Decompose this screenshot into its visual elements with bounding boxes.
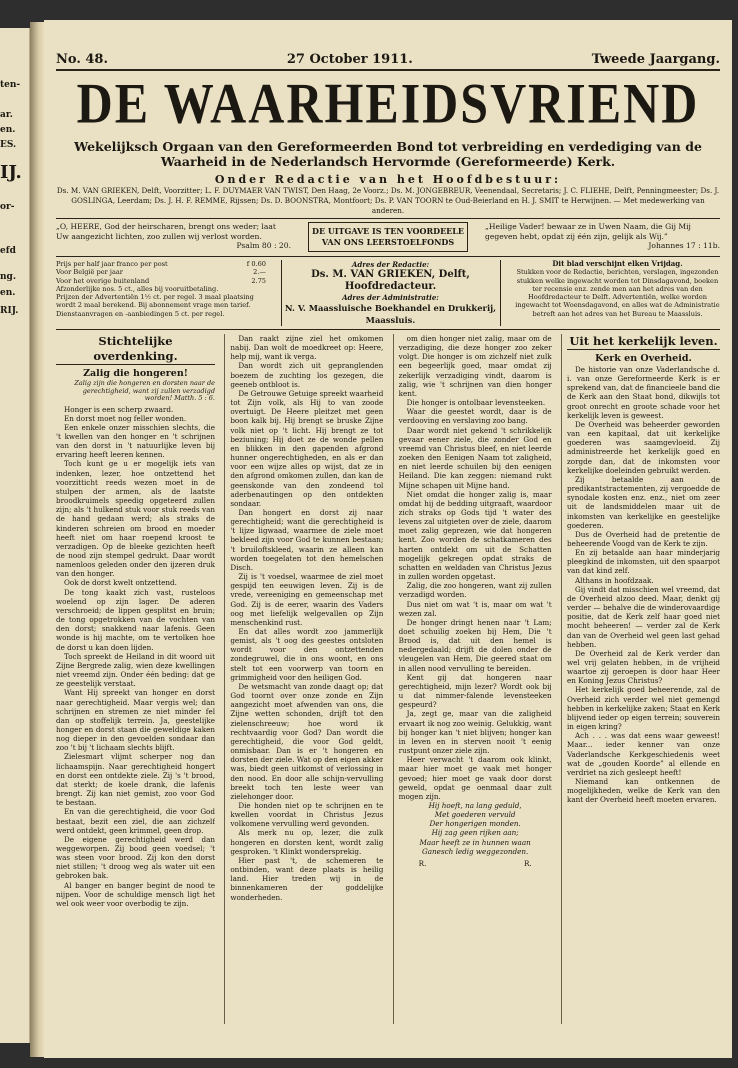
paragraph: Kent gij dat hongeren naar gerechtigheid, mijn lezer? Wordt ook bij u dat nimmer-falende levensteeken gespeurd? <box>398 672 552 710</box>
paragraph: Althans in hoofdzaak. <box>574 575 654 585</box>
admin-label: Adres der Administratie: <box>342 293 439 302</box>
paragraph: Daar wordt niet gekend 't schrikkelijk gevaar eener ziele, die zonder God en vreemd van Christus bleef, en niet leerde zoeken den Eenigen Naam tot zaligheid, en niet leerde schuilen bij den eenigen Heiland. Die kan zeggen: niemand rukt Mijne schapen uit Mijne hand. <box>398 425 552 490</box>
admin-name: N. V. Maassluische Boekhandel en Drukkerij, Maassluis. <box>284 303 497 325</box>
paragraph: En dat alles wordt zoo jammerlijk gemist, als 't oog des geestes ontsloten wordt voor den ontzettenden zondegruwel, die in ons woont, en ons stelt tot een voorwerp van toorn en grimmigheid voor den heiligen God. <box>230 627 384 682</box>
prev-page-fragment: RIJ. <box>0 306 19 316</box>
prev-page-fragment: ng. <box>0 272 16 282</box>
article-title: Zalig die hongeren! <box>83 368 188 379</box>
price-row <box>56 277 266 285</box>
paragraph: Niet omdat die honger zalig is, maar omdat hij de bedding uitgraaft, waardoor zich straks op Gods tijd 't water des levens zal uitgieten over de ziele, daarom moet zalig geprezen, wie dat hongeren kent. Zoo worden de schatkameren des harten ontdekt om uit de Schatten mogelijk gekregen opdat straks de schatten en weldaden van Christus Jezus in zullen worden opgetast. <box>398 489 552 582</box>
poem-line: Met goederen vervuld <box>434 810 516 820</box>
quote-right-text: „Heilige Vader! bewaar ze in Uwen Naam, die Gij Mij gegeven hebt, opdat zij één zijn, gelijk als Wij.” <box>485 222 691 241</box>
notice-heading: Dit blad verschijnt elken Vrijdag. <box>552 259 683 268</box>
article-motto: Zalig zijn die hongeren en dorsten naar de gerechtigheid, want zij zullen verzadigd worden! Matth. 5 : 6. <box>74 379 215 402</box>
paragraph: En van die gerechtigheid, die voor God bestaat, bezit een ziel, die aan zichzelf werd ontdekt, geen krimmel, geen drop. <box>56 807 215 835</box>
paragraph: Een enkele onzer misschien slechts, die 't kwellen van den honger en 't schrijnen van den dorst in 't natuurlijke leven bij ervaring heeft leeren kennen. <box>56 422 215 460</box>
paragraph: De Overheid zal de Kerk verder dan wel vrij gelaten hebben, in de vrijheid waartoe zij geroepen is door haar Heer en Koning Jezus Christus? <box>566 648 720 686</box>
article-title: Kerk en Overheid. <box>595 353 692 364</box>
paragraph: Dan hongert en dorst zij naar gerechtigheid; want die gerechtigheid is 't lijze ligwaad, waarmee de ziele moet bekleed zijn voor God te kunnen bestaan; 't bruiloftskleed, waarin ze alleen kan worden toegelaten tot den hemelschen Disch. <box>230 507 384 572</box>
redactie-heading: Onder Redactie van het Hoofdbestuur: <box>214 173 562 186</box>
redactie-name: Ds. M. VAN GRIEKEN, Delft, Hoofdredacteur. <box>311 269 470 292</box>
issue-date: 27 October 1911. <box>286 52 413 67</box>
prev-page-fragment: ES. <box>0 140 17 150</box>
paragraph: Waar die geestet wordt, daar is de verdooving en verslaving zoo bang. <box>398 407 552 426</box>
quote-right-cite: Johannes 17 : 11b. <box>648 241 720 250</box>
poem-line: Maar heeft ze in hunnen waan <box>419 837 531 847</box>
paragraph: Dus de Overheid had de pretentie de beheerende Voogd van de Kerk te zijn. <box>566 529 720 548</box>
prev-page-fragment: en. <box>0 125 16 135</box>
issue-year: Tweede Jaargang. <box>591 52 720 67</box>
divider <box>56 218 720 219</box>
paragraph: Als merk nu op, lezer, die zulk hongeren en dorsten kent, wordt zalig gesproken. 't Klinkt wondersprekig. <box>230 828 384 856</box>
paragraph: De Overheid was beheerder geworden van een kapitaal, dat uit kerkelijke goederen was saamgevloeid. Zij administreerde het kerkelijk goed en zorgde dan, dat de inkomsten voor kerkelijke doeleinden gebruikt werden. <box>566 419 720 475</box>
price-value: 2.75 <box>251 276 266 285</box>
price-value: f 0.60 <box>246 260 266 268</box>
prev-page-fragment: ten- <box>0 80 21 90</box>
paragraph: Dus niet om wat 't is, maar om wat 't wezen zal. <box>398 599 552 618</box>
section-title: Stichtelijke overdenking. <box>56 334 215 365</box>
price-list <box>56 260 266 326</box>
paragraph: Heer verwacht 't daarom ook klinkt, maar hier moet ge vaak met honger gevoed; hier moet ge vaak door dorst geweld, opdat ge oenmaal daar zult mogen zijn. <box>398 755 552 801</box>
paragraph: Die honden niet op te schrijnen en te kwellen voordat in Christus Jezus volkomene vervulling werd gevonden. <box>230 800 384 829</box>
column-1 <box>56 334 215 1024</box>
quotes-row <box>56 222 720 252</box>
prev-page-fragment: or- <box>0 202 15 212</box>
prev-page-fragment: en. <box>0 288 16 298</box>
price-note: Prijzen der Advertentiën 1½ ct. per regel. 3 maal plaatsing wordt 2 maal berekend. Bij abonnement vrage men tarief. Dienstaanvragen en -aanbiedingen 5 ct. per regel. <box>56 293 254 318</box>
poem-line: Hij zag geen rijken aan; <box>431 828 519 838</box>
column-2 <box>224 334 383 1024</box>
paragraph: Toch kunt ge u er mogelijk iets van indenken, lezer, hoe ontzettend het voorzitticht reeds wezen moet in de stulpen der armen, als de laatste broodkruimels speedig opgeteerd zullen zijn; als 't hulkend stuk voor stuk reeds van de hand gedaan werd; als straks de kinderen schreien om brood en moeder heeft niet om haar roepend kroost te verzadigen. Op de bleeke gezichten heeft de nood zijn stempel gedrukt. Daar wordt namenloos geleden onder den ijzeren druk van den honger. <box>56 459 215 579</box>
section-title: Uit het kerkelijk leven. <box>567 334 720 350</box>
paragraph: Die honger is ontolbaar levensteeken. <box>406 398 546 408</box>
paragraph: Hier past 't, de schemeren te ontbinden, want deze plaats is heilig land. Hier treden wij in de binnenkameren der goddelijke wonderheden. <box>230 855 384 902</box>
paragraph: Honger is een scherp zwaard. <box>64 404 174 414</box>
article-columns <box>56 334 720 1024</box>
price-note: Afzonderlijke nos. 5 ct., alles bij vooruitbetaling. <box>56 284 219 293</box>
paragraph: Ook de dorst kwelt ontzettend. <box>64 578 177 588</box>
signature-initial: R. <box>418 858 427 868</box>
column-3 <box>393 334 552 1024</box>
page-fold <box>30 22 44 1057</box>
paragraph: Gij vindt dat misschien wel vreemd, dat de Overheid alzoo deed. Maar, denkt gij verder — behalve die de winderovaardige positie, dat de Kerk zelf haar goed niet mocht beheeren! — verder zal de Kerk dan van de Overheid wel geen last gehad hebben. <box>566 584 720 649</box>
quote-right <box>485 222 720 252</box>
prev-page-fragment: ar. <box>0 110 13 120</box>
price-label: Prijs per half jaar franco per post <box>56 260 168 268</box>
paragraph: Al banger en banger begint de nood te nijpen. Voor de schuldige mensch ligt het wel ook weer voor overbodig te zijn. <box>56 880 215 908</box>
paragraph: Zij betaalde aan de predikantstractementen, zij vergoedde de synodale kosten enz. enz., niet om zeer uit de landsmiddelen maar uit de inkomsten van kerkelijke en geestelijke goederen. <box>566 474 720 530</box>
paragraph: Toch spreekt de Heiland in dit woord uit Zijne Bergrede zalig, wien deze kwellingen niet vreemd zijn. Onder één beding: dat ge ze geestelijk verstaat. <box>56 651 215 689</box>
poem-line: Der hongerigen monden. <box>429 819 521 829</box>
signature-initial: R. <box>523 858 532 868</box>
paragraph: En dorst moet nog feller wonden. <box>64 413 187 423</box>
notice-text: Stukken voor de Redactie, berichten, verslagen, ingezonden stukken welke ingewacht worden tot Dinsdagavond, boeken ter recensie enz. zende men aan het adres van den Hoofdredacteur te Delft. Advertentiën, welke worden ingewacht tot Woensdagavond, en alles wat de Administratie betreft aan het adres van het Bureau te Maassluis. <box>515 268 720 318</box>
notice-box <box>515 260 720 326</box>
article-body <box>399 334 552 801</box>
paragraph: Zalig, die zoo hongeren, want zij zullen verzadigd worden. <box>398 581 552 600</box>
paragraph: De honger dringt henen naar 't Lam; doet schuilig zoeken bij Hem, Die 't Brood is, dat uit den hemel is nedergedaald; drijft de dolen onder de vleugelen van Hem, Die geered staat om in allen nood vervulling te bereiden. <box>398 617 552 673</box>
article-body <box>567 365 720 805</box>
column-4 <box>561 334 720 1024</box>
signature <box>399 859 552 868</box>
article-body <box>230 334 383 902</box>
paragraph: Ach . . . was dat eens waar geweest! Maar... ieder kenner van onze Vaderlandsche Kerkgeschiedenis weet wat de „gouden Koorde” al ellende en verdriet na zich gesleept heeft! <box>566 731 720 777</box>
editors-list: Ds. M. VAN GRIEKEN, Delft, Voorzitter; L. F. DUYMAER VAN TWIST, Den Haag, 2e Voorz.; Ds. M. JONGEBREUR, Veenendaal, Secretaris; J. C. FLIEHE, Delft, Penningmeester; Ds. J. GOSLINGA, Leerdam; Ds. J. H. F. REMME, Rijssen; Ds. D. BOONSTRA, Montfoort; Ds. P. VAN TOORN te Oud-Beierland en H. J. SMIT te Herwijnen. — Met medewerking van anderen. <box>56 186 720 215</box>
paragraph: De tong kaakt zich vast, rusteloos woelend op zijn lager. De aderen verschroeid; de lippen gesplitst en bruin; de tong opgetrokken van de vochten van den dorst; snakkend naar lafenis. Geen wonde is hij machte, om te vertolken hoe de dorst u kan doen lijden. <box>56 587 215 652</box>
uitgave-box: DE UITGAVE IS TEN VOORDEELE VAN ONS LEERSTOELFONDS <box>308 222 468 252</box>
previous-page-edge <box>0 28 30 1043</box>
quote-left-text: „O, HEERE, God der heirscharen, brengt ons weder; laat Uw aangezicht lichten, zoo zullen wij verlost worden. <box>56 222 276 241</box>
price-row <box>56 268 266 276</box>
prev-page-fragment: efd <box>0 246 16 256</box>
paragraph: Dan wordt zich uit gepranglenden boezem de zuchting los gezegen, die geeneb ontbloot is. <box>230 361 384 389</box>
price-row <box>56 260 266 268</box>
newspaper-page <box>44 20 732 1058</box>
price-value: 2.— <box>253 268 266 277</box>
address-box <box>281 260 501 326</box>
issue-number: No. 48. <box>56 52 108 67</box>
paragraph: De eigene gerechtigheid werd dan weggeworpen. Zij bood geen voedsel; 't was steen voor brood. Zij kon den dorst niet stillen; 't droog weg als water uit een gebroken bak. <box>56 834 215 881</box>
paragraph: Zij is 't voedsel, waarmee de ziel moet gespijd ten eeuwigen leven. Zij is de vrede, vereeniging en gemeenschap met God. Zij is de eerer, waarin des Vaders oog met liefelijk welgevallen op Zijn menschenkind rust. <box>230 572 384 627</box>
paragraph: Want Hij spreekt van honger en dorst naar gerechtigheid. Maar vergis wel; dan schrijnen en stremen ze niet minder fel dan op stoffelijk terrein. Ja, geestelijke honger en dorst staan die geweldige kaken nog dieper in den gevoelden sondaar dan zoo 't bij 't lichaam slechts blijft. <box>56 688 215 753</box>
paragraph: om dien honger niet zalig, maar om de verzadiging, die deze honger zoo zeker volgt. Die honger is om zichzelf niet zulk een begeerlijk goed, maar omdat zij zekerlijk verzadiging vindt, daarom is zalig, wie 't schrijnen van dien honger kent. <box>398 334 552 398</box>
poem-line: Hij hoeft, na lang geduld, <box>428 800 522 810</box>
paragraph: Dan raakt zijne ziel het omkomen nabij. Dan wolt de moedkreet op: Heere, help mij, want ik verga. <box>230 334 384 362</box>
price-label: Voor België per jaar <box>56 268 123 277</box>
paragraph: Ja, zegt ge, maar van die zaligheid ervaart ik nog zoo weinig. Gelukkig, want bij honger kan 't niet blijven; honger kan in leven en in sterven nooit 't eenig rustpunt onzer ziele zijn. <box>398 709 552 756</box>
poem-line: Ganesch ledig weggezonden. <box>422 846 529 856</box>
paragraph: Niemand kan ontkennen de mogelijkheden, welke de Kerk van den kant der Overheid heeft moeten ervaren. <box>566 777 720 805</box>
quote-left <box>56 222 291 252</box>
prev-page-fragment: IJ. <box>0 162 22 183</box>
poem <box>399 801 552 856</box>
paragraph: Zielesmart vlijmt scherper nog dan lichaamspijn. Naar gerechtigheid hongert en dorst een ontdekte ziele. Zij 's 't brood, dat sterkt; de koele drank, die lafenis brengt. Zij kan niet gemist, zoo voor God te bestaan. <box>56 752 215 808</box>
info-row <box>56 256 720 330</box>
paragraph: De Getrouwe Getuige spreekt waarheid tot Zijn volk, als Hij to van zoode overtuigt. De Heere pleitzet met geen boon kalk bij. Hij brengt se bruske Zijne volk niet op 't licht. Hij brengt ze tot beziuning; Hij doet ze de wonde pellen en blikken in den gapenden afgrond hunner ongerechtigheden, en als er dan voor een wijze alles op wijst, dat ze in den afgrond omkomen zullen, dan kan de geenskonde van den zondeend tol aderbenautingen op den ontdekten sondaar. <box>230 388 384 508</box>
paragraph: De wetsmacht van zonde daagt op; dat God toornt over onze zonde en Zijn aangezicht moet afwenden van ons, die Zijne wetten schonden, drijft tot den zielenschreeuw; hoe word ik rechtvaardig voor God? Dan wordt die gerechtigheid, die voor God geldt, onmisbaar. Dan is er 't hongeren en dorsten der ziele. Wat op den eigen akker was, biedt geen uitkomst of verlossing in den nood. En door alle schijn-vervulling breekt toch ten leste weer van zielehonger door. <box>230 681 384 801</box>
paragraph: De historie van onze Vaderlandsche d. i. van onze Gereformeerde Kerk is er sprekend van, dat de financieele band die de Kerk aan den Staat bond, dikwijls tot groot onrecht en groote schade voor het kerkelijk leven is geweest. <box>566 365 720 420</box>
paragraph: En zij betaalde aan haar minderjarig pleegkind de inkomsten, uit den spaarpot van dat kind zelf. <box>566 548 720 576</box>
paragraph: Het kerkelijk goed beheerende, zal de Overheid zich verder wel niet gemengd hebben in kerkelijke zaken; Staat en Kerk blijvend ieder op eigen terrein; souverein in eigen kring? <box>566 685 720 732</box>
quote-left-cite: Psalm 80 : 20. <box>236 241 291 250</box>
price-label: Voor het overige buitenland <box>56 276 150 285</box>
redactie-label: Adres der Redactie: <box>351 260 430 269</box>
article-body <box>56 405 215 909</box>
masthead-subtitle: Wekelijksch Orgaan van den Gereformeerden Bond tot verbreiding en verdediging van de Waarheid in de Nederlandsch Hervormde (Gereformeerde) Kerk. <box>74 139 702 169</box>
masthead-title: DE WAARHEIDSVRIEND <box>76 70 700 136</box>
